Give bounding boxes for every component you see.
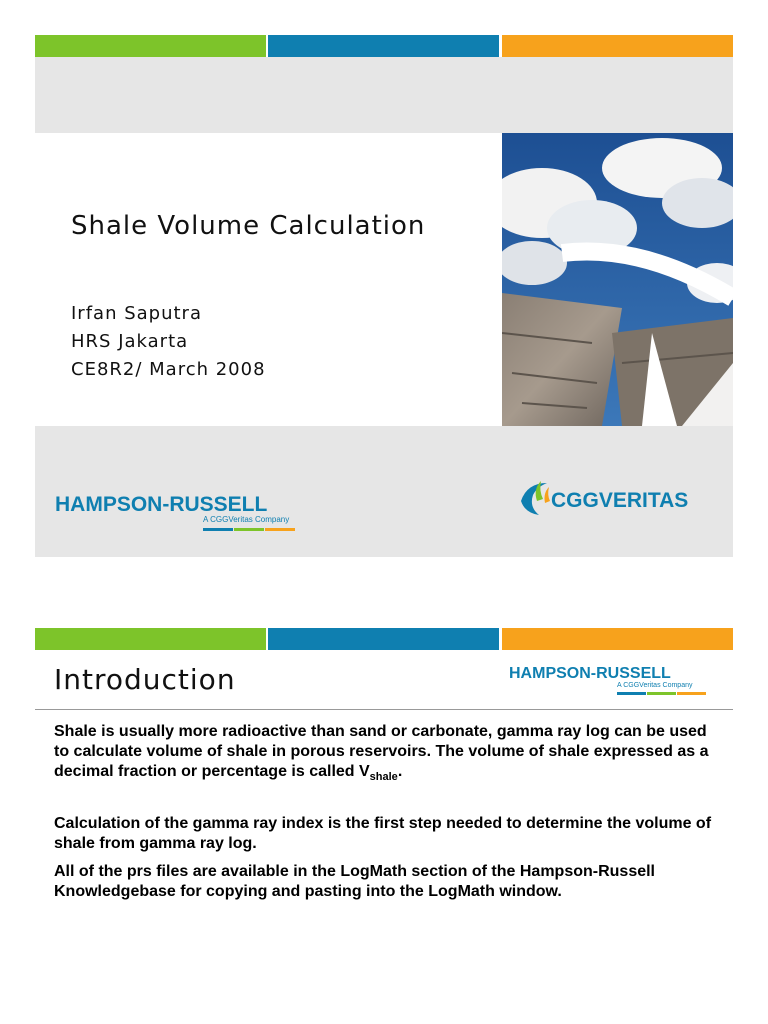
paragraph-text: Shale is usually more radioactive than sand or carbonate, gamma ray log can be used to calculate volume of shale in porous reservoirs. The volume of shale expressed as a decimal fraction or percentage is called V bbox=[54, 723, 709, 780]
hr-logo-tagline: A CGGVeritas Company bbox=[203, 515, 290, 524]
vshale-subscript: shale bbox=[369, 771, 398, 784]
color-bar-blue bbox=[268, 35, 499, 57]
title-divider bbox=[35, 709, 733, 710]
cggveritas-swirl-icon bbox=[517, 479, 551, 517]
hampson-russell-logo bbox=[509, 665, 692, 689]
introduction-slide bbox=[35, 628, 733, 1024]
paragraph-period: . bbox=[397, 763, 403, 780]
sky-rock-photo bbox=[502, 133, 733, 426]
author-name: Irfan Saputra bbox=[71, 303, 202, 324]
color-bar-orange bbox=[502, 628, 733, 650]
hr-logo-underline bbox=[203, 528, 295, 531]
slide-title: Introduction bbox=[54, 663, 236, 696]
paragraph-gamma-ray-index: Calculation of the gamma ray index is the first step needed to determine the volume of shale from gamma ray log. bbox=[54, 815, 712, 852]
hampson-russell-logo bbox=[55, 493, 289, 524]
hr-logo-wordmark: HAMPSON-RUSSELL bbox=[55, 493, 268, 516]
title-slide bbox=[35, 35, 733, 557]
color-bar-green bbox=[35, 628, 266, 650]
hr-logo-wordmark: HAMPSON-RUSSELL bbox=[509, 665, 671, 682]
cggveritas-wordmark: CGGVERITAS bbox=[551, 489, 689, 512]
course-date: CE8R2/ March 2008 bbox=[71, 359, 266, 380]
header-band bbox=[35, 57, 733, 133]
hr-logo-underline bbox=[617, 692, 707, 695]
color-bar-blue bbox=[268, 628, 499, 650]
slide-title: Shale Volume Calculation bbox=[71, 211, 426, 241]
color-bar-orange bbox=[502, 35, 733, 57]
hr-logo-tagline: A CGGVeritas Company bbox=[617, 682, 693, 689]
paragraph-vshale-definition bbox=[54, 722, 724, 787]
color-bar-green bbox=[35, 35, 266, 57]
author-office: HRS Jakarta bbox=[71, 331, 189, 352]
paragraph-prs-files: All of the prs files are available in the LogMath section of the Hampson-Russell Knowledgebase for copying and pasting into the LogMath window. bbox=[54, 863, 655, 900]
